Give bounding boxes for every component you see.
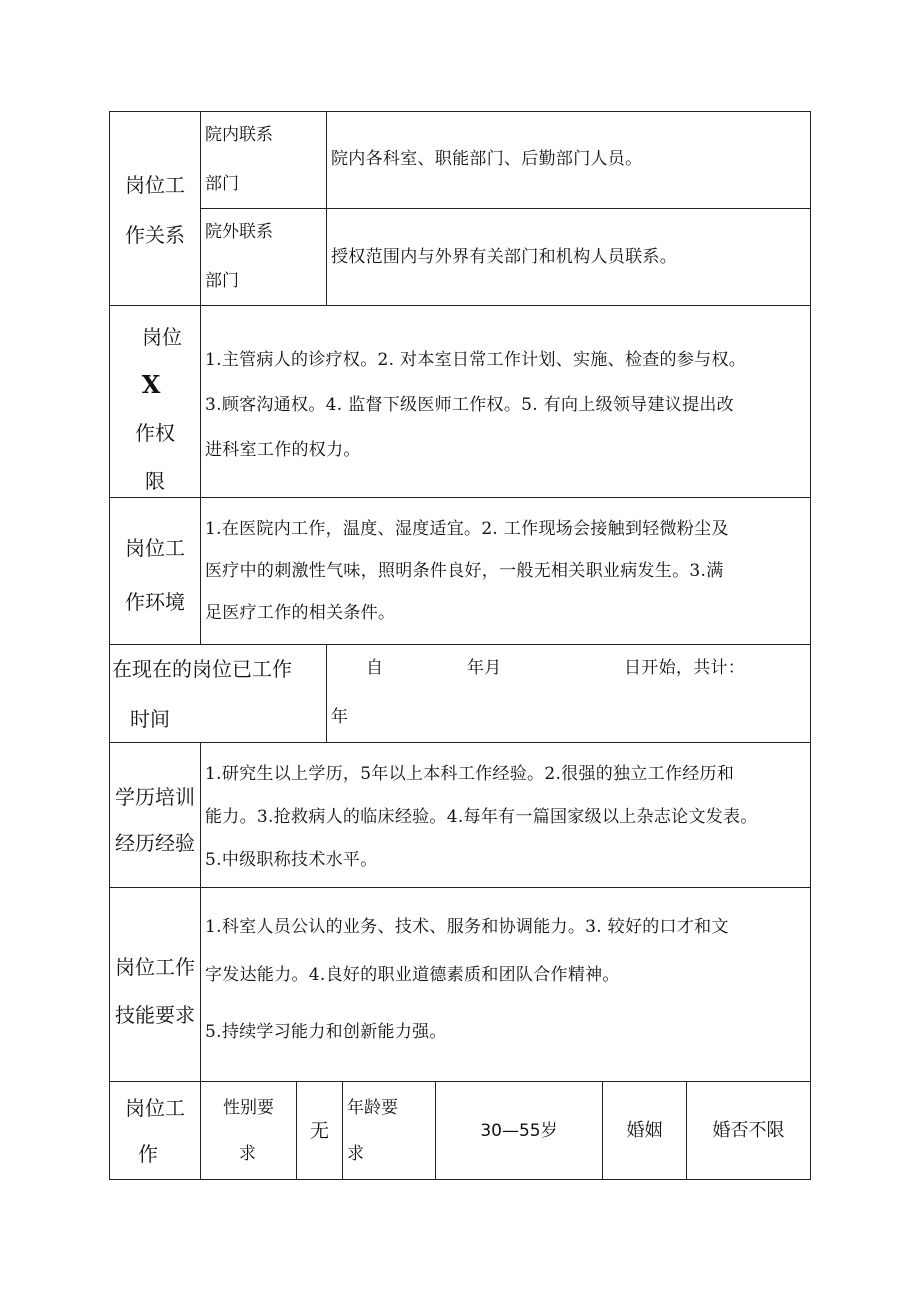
internal-label-line2: 部门 (205, 174, 239, 194)
requirements-header (110, 1085, 200, 1177)
authority-line: 进科室工作的权力。 (205, 440, 361, 460)
skills-header-line1: 岗位工作 (115, 955, 195, 979)
tenure-month: 年月 (467, 658, 502, 678)
table-border (810, 111, 811, 1180)
environment-header (110, 521, 200, 629)
education-header (110, 774, 200, 866)
requirements-header-line2: 作 (138, 1142, 158, 1166)
table-border (109, 887, 811, 888)
skills-line: 字发达能力。4.良好的职业道德素质和团队合作精神。 (205, 965, 620, 985)
authority-header-line4: 限 (145, 469, 165, 493)
education-line: 1.研究生以上学历，5年以上本科工作经验。2.很强的独立工作经历和 (205, 764, 735, 784)
education-header-line1: 学历培训 (115, 785, 195, 809)
tenure-year: 年 (331, 707, 349, 727)
relations-header-line2: 作关系 (125, 223, 185, 247)
relations-header-line1: 岗位工 (125, 173, 185, 197)
skills-header (110, 943, 200, 1039)
table-border (109, 497, 811, 498)
environment-line: 1.在医院内工作，温度、湿度适宜。2. 工作现场会接触到轻微粉尘及 (205, 519, 729, 539)
internal-contact-label (201, 111, 326, 209)
environment-line: 医疗中的刺激性气味，照明条件良好，一般无相关职业病发生。3.满 (205, 561, 724, 581)
skills-header-line2: 技能要求 (115, 1003, 195, 1027)
gender-label (201, 1085, 296, 1177)
authority-line: 1.主管病人的诊疗权。2. 对本室日常工作计划、实施、检查的参与权。 (205, 350, 747, 370)
table-border (109, 1081, 811, 1082)
authority-header-line1: 岗位 (142, 325, 182, 349)
marriage-value: 婚否不限 (712, 1120, 785, 1141)
age-value: 30—55岁 (480, 1121, 558, 1141)
skills-text (201, 903, 810, 1056)
authority-header-x: X (141, 370, 161, 399)
education-text (201, 753, 810, 882)
gender-label-line2: 求 (239, 1144, 256, 1164)
authority-header (110, 313, 200, 497)
external-contact-value: 授权范围内与外界有关部门和机构人员联系。 (331, 247, 677, 267)
table-border (109, 1179, 811, 1180)
environment-header-line2: 作环境 (125, 590, 185, 614)
tenure-header-line2: 时间 (130, 707, 170, 731)
education-line: 能力。3.抢救病人的临床经验。4.每年有一篇国家级以上杂志论文发表。 (205, 807, 758, 827)
environment-line: 足医疗工作的相关条件。 (205, 603, 396, 623)
skills-line: 1.科室人员公认的业务、技术、服务和协调能力。3. 较好的口才和文 (205, 917, 729, 937)
age-label-line1: 年龄要 (347, 1098, 398, 1118)
tenure-from: 自 (366, 658, 384, 678)
external-contact-label (201, 208, 326, 306)
authority-text (201, 338, 810, 473)
gender-label-line1: 性别要 (223, 1098, 274, 1118)
external-label-line2: 部门 (205, 271, 239, 291)
gender-value: 无 (309, 1120, 329, 1142)
tenure-header-line1: 在现在的岗位已工作 (112, 657, 292, 681)
tenure-header (110, 644, 326, 744)
external-label-line1: 院外联系 (205, 222, 273, 242)
age-label (343, 1085, 435, 1177)
marriage-label: 婚姻 (626, 1120, 663, 1141)
education-header-line2: 经历经验 (115, 831, 195, 855)
relations-header (110, 160, 200, 260)
authority-header-line3: 作权 (135, 421, 175, 445)
internal-contact-value: 院内各科室、职能部门、后勤部门人员。 (331, 149, 643, 169)
internal-label-line1: 院内联系 (205, 125, 273, 145)
authority-line: 3.顾客沟通权。4. 监督下级医师工作权。5. 有向上级领导建议提出改 (205, 395, 734, 415)
age-label-line2: 求 (347, 1144, 364, 1164)
tenure-day: 日开始，共计： (624, 658, 746, 678)
requirements-header-line1: 岗位工 (125, 1096, 185, 1120)
education-line: 5.中级职称技术水平。 (205, 850, 378, 870)
environment-text (201, 508, 810, 634)
skills-line: 5.持续学习能力和创新能力强。 (205, 1022, 447, 1042)
environment-header-line1: 岗位工 (125, 536, 185, 560)
